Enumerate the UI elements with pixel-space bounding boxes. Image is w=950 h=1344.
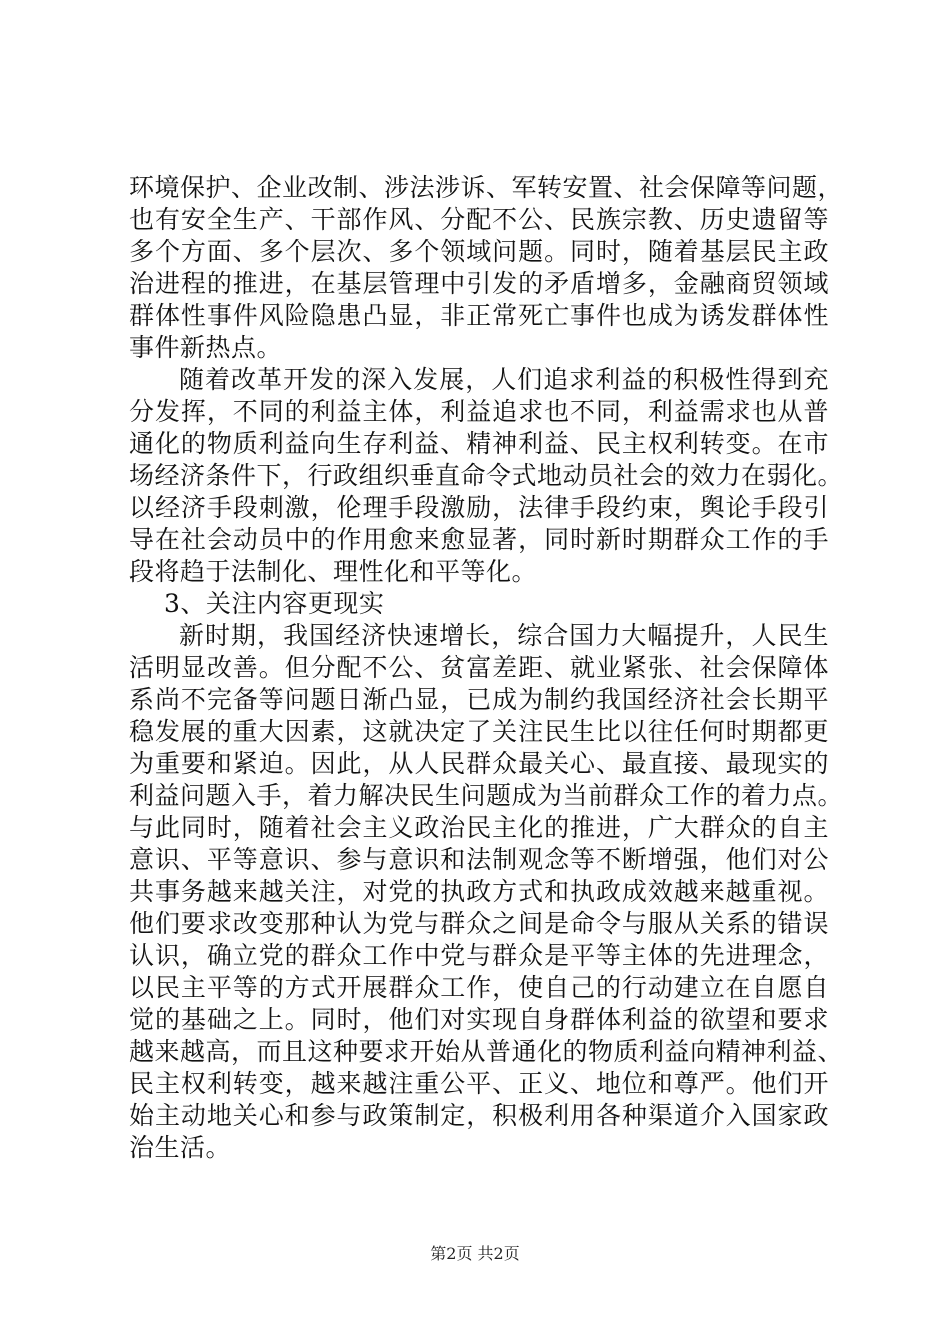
- text-line: 觉的基础之上。同时，他们对实现自身群体利益的欲望和要求: [129, 1005, 829, 1034]
- text-line: 以民主平等的方式开展群众工作，使自己的行动建立在自愿自: [129, 973, 829, 1002]
- text-line: 共事务越来越关注，对党的执政方式和执政成效越来越重视。: [129, 877, 829, 906]
- text-line: 认识，确立党的群众工作中党与群众是平等主体的先进理念，: [129, 941, 829, 970]
- paragraph: [129, 172, 844, 364]
- text-line: 随着改革开发的深入发展，人们追求利益的积极性得到充: [179, 365, 829, 394]
- text-line: 意识、平等意识、参与意识和法制观念等不断增强，他们对公: [129, 845, 829, 874]
- paragraph: [129, 364, 844, 588]
- text-line: 系尚不完备等问题日渐凸显，已成为制约我国经济社会长期平: [129, 685, 829, 714]
- paragraph: [129, 620, 844, 1164]
- text-line: 也有安全生产、干部作风、分配不公、民族宗教、历史遗留等: [129, 205, 829, 234]
- text-line: 群体性事件风险隐患凸显，非正常死亡事件也成为诱发群体性: [129, 301, 829, 330]
- text-line: 场经济条件下，行政组织垂直命令式地动员社会的效力在弱化。: [129, 461, 844, 490]
- text-line: 民主权利转变，越来越注重公平、正义、地位和尊严。他们开: [129, 1069, 829, 1098]
- text-line: 与此同时，随着社会主义政治民主化的推进，广大群众的自主: [129, 813, 829, 842]
- text-line: 他们要求改变那种认为党与群众之间是命令与服从关系的错误: [129, 909, 829, 938]
- text-line: 治生活。: [129, 1133, 232, 1162]
- text-line: 活明显改善。但分配不公、贫富差距、就业紧张、社会保障体: [129, 653, 829, 682]
- text-line: 越来越高，而且这种要求开始从普通化的物质利益向精神利益、: [129, 1037, 844, 1066]
- text-line: 3、关注内容更现实: [164, 589, 385, 618]
- text-line: 事件新热点。: [129, 333, 283, 362]
- text-line: 稳发展的重大因素，这就决定了关注民生比以往任何时期都更: [129, 717, 829, 746]
- document-body: [129, 172, 844, 1164]
- text-line: 分发挥，不同的利益主体，利益追求也不同，利益需求也从普: [129, 397, 829, 426]
- text-line: 始主动地关心和参与政策制定，积极利用各种渠道介入国家政: [129, 1101, 829, 1130]
- text-line: 段将趋于法制化、理性化和平等化。: [129, 557, 538, 586]
- text-line: 通化的物质利益向生存利益、精神利益、民主权利转变。在市: [129, 429, 829, 458]
- text-line: 新时期，我国经济快速增长，综合国力大幅提升，人民生: [179, 621, 829, 650]
- text-line: 导在社会动员中的作用愈来愈显著，同时新时期群众工作的手: [129, 525, 829, 554]
- text-line: 为重要和紧迫。因此，从人民群众最关心、最直接、最现实的: [129, 749, 829, 778]
- text-line: 环境保护、企业改制、涉法涉诉、军转安置、社会保障等问题，: [129, 173, 844, 202]
- page-footer: 第2页 共2页: [430, 1244, 520, 1263]
- text-line: 治进程的推进，在基层管理中引发的矛盾增多，金融商贸领域: [129, 269, 829, 298]
- text-line: 利益问题入手，着力解决民生问题成为当前群众工作的着力点。: [129, 781, 844, 810]
- section-heading: [129, 588, 829, 620]
- text-line: 以经济手段刺激，伦理手段激励，法律手段约束，舆论手段引: [129, 493, 829, 522]
- text-line: 多个方面、多个层次、多个领域问题。同时，随着基层民主政: [129, 237, 829, 266]
